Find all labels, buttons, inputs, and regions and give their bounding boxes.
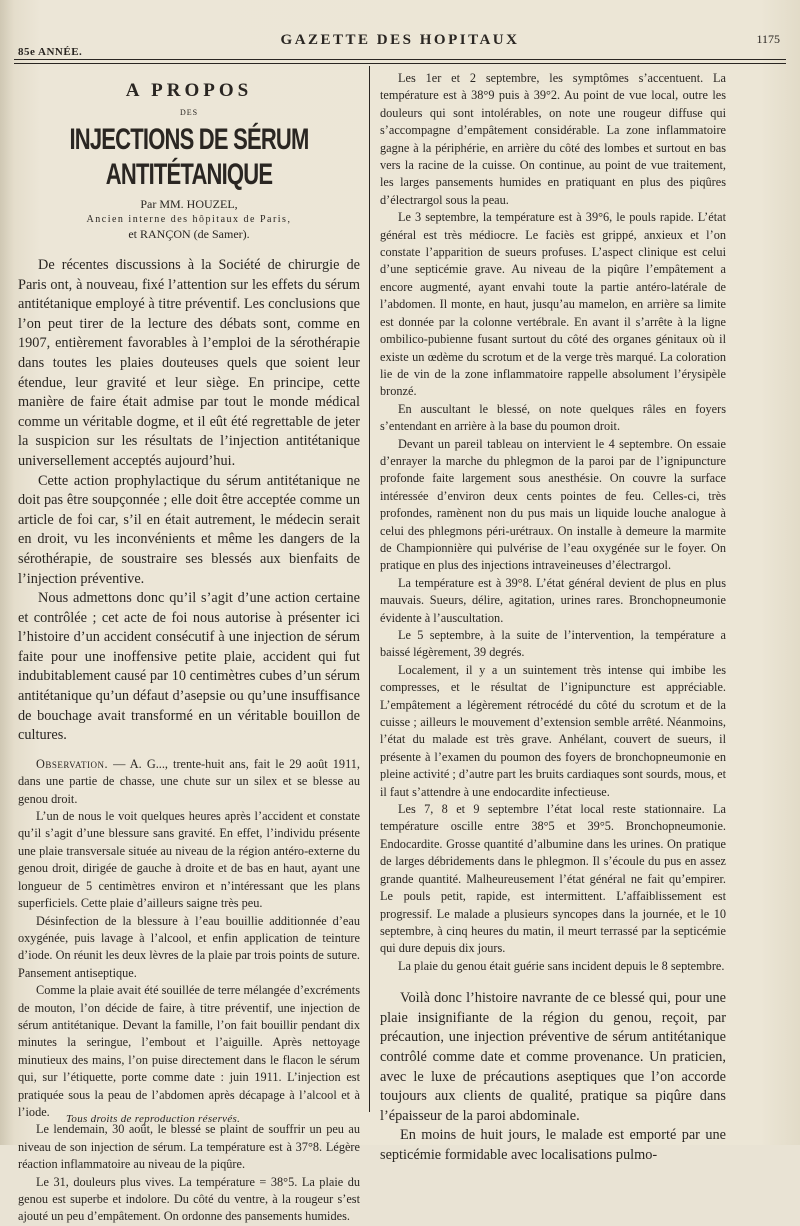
case-paragraph: Le 5 septembre, à la suite de l’intervention, la température a baissé légèrement, 39 degrés. [380, 628, 726, 660]
discussion-paragraph: En moins de huit jours, le malade est emporté par une septicémie formidable avec localisations pulmo- [380, 1127, 726, 1163]
volume-year: 85e ANNÉE. [18, 46, 83, 58]
page-header [14, 30, 786, 58]
case-paragraph: Le lendemain, 30 août, le blessé se plaint de souffrir un peu au niveau de son injection de sérum. La température est à 37°8. Légère réaction inflammatoire au niveau de la piqûre. [18, 1122, 360, 1172]
case-paragraph: Désinfection de la blessure à l’eau bouillie additionnée d’eau oxygénée, puis lavage à l’alcool, et enfin application de teinture d’iode. On réunit les deux lèvres de la plaie par trois points de suture. Pansement antiseptique. [18, 913, 360, 980]
discussion-section [380, 989, 726, 1165]
intro-paragraph: Cette action prophylactique du sérum antitétanique ne doit pas être soupçonnée ; elle doit être acceptée comme un article de foi car, s’il en était autrement, le médecin serait en droit, vu les inconvénients et même les dangers de la sérothérapie, de soustraire ses blessés aux bienfaits de l’injection préventive. [18, 472, 360, 587]
case-paragraph: Les 7, 8 et 9 septembre l’état local reste stationnaire. La température oscille entre 38°5 et 39°5. Bronchopneumonie. Endocardite. Grosse quantité d’albumine dans les urines. On pratique de larges débridements dans le phlegmon. Il s’écoule du pus en assez grande quantité. Malheureusement l’état général ne fait qu’empirer. Le pouls petit, rapide, est intermittent. L’affaiblissement est progressif. Le malade a plusieurs syncopes dans la journée, et le 10 septembre, à cinq heures du matin, il meurt terrassé par la septicémie qui dure depuis dix jours. [380, 802, 726, 956]
intro-paragraph: Nous admettons donc qu’il s’agit d’une action certaine et contrôlée ; cet acte de foi nous autorise à présenter ici l’histoire d’un accident consécutif à une injection de sérum faite pour une inoffensive petite plaie, accident qui fut indubitablement causé par 10 centimètres cubes d’un sérum antitétanique qu’un défaut d’asepsie ou qu’une insuffisance de bouchage avait transformé en un véritable bouillon de cultures. [18, 590, 360, 744]
column-divider [369, 66, 370, 1112]
case-paragraph: La plaie du genou était guérie sans incident depuis le 8 septembre. [398, 958, 725, 973]
left-column [18, 70, 360, 1226]
rights-notice: Tous droits de reproduction réservés. [66, 1113, 241, 1125]
author-affiliation: Ancien interne des hôpitaux de Paris, [86, 214, 292, 225]
right-column [380, 70, 726, 1165]
observation-paragraph [18, 756, 360, 808]
case-paragraph: Le 3 septembre, la température est à 39°6, le pouls rapide. L’état général est très médiocre. Le faciès est grippé, anxieux et l’on constate l’apparition de sueurs profuses. L’aspect clinique est celui d’une septicémie grave. Au niveau de la piqûre l’empâtement a encore augmenté, ayant envahi toute la partie antéro-latérale de l’abdomen. Il monte, en haut, jusqu’au mamelon, en arrière sa limite est donnée par la colonne vertébrale. En avant il s’arrête à la ligne ombilico-pubienne fusant surtout du côté des organes génitaux où il existe un œdème du scrotum et de la verge très marqué. La coloration lie de vin de la zone inflammatoire rappelle absolument l’érysipèle bronzé. [380, 210, 726, 399]
header-rule [14, 59, 786, 60]
case-paragraph: En auscultant le blessé, on note quelques râles en foyers s’entendant en arrière à la base du poumon droit. [380, 401, 726, 434]
discussion-paragraph: Voilà donc l’histoire navrante de ce blessé qui, pour une plaie insignifiante de la région du genou, reçoit, par précaution, une injection préventive de sérum antitétanique contrôlé comme date et comme provenance. Un praticien, avec le luxe de précautions aseptiques que l’on accorde toujours aux clients de qualité, pratique sa piqûre dans l’épaisseur de la paroi abdominale. [380, 990, 726, 1124]
observation-text: — A. G..., trente-huit ans, fait le 29 août 1911, dans une partie de chasse, une chute sur un silex et se blesse au genou droit. [18, 756, 360, 806]
author-line: Par MM. HOUZEL, [140, 197, 238, 211]
article-title: INJECTIONS DE SÉRUM ANTITÉTANIQUE [69, 121, 309, 191]
case-paragraph: Comme la plaie avait été souillée de terre mélangée d’excréments de mouton, l’on décide de faire, à titre préventif, une injection de sérum antitétanique. Devant la famille, l’on fait bouillir pendant dix minutes la seringue, l’embout et l’aiguille. Après nettoyage minutieux des mains, l’on puise directement dans le flacon le sérum qui, sur l’étiquette, porte comme date : juin 1911. L’injection est pratiquée sous la peau de l’abdomen après décapage à l’alcool et à l’iode. [18, 983, 360, 1119]
coauthor-line: et RANÇON (de Samer). [128, 227, 250, 241]
journal-title: GAZETTE DES HOPITAUX [280, 32, 520, 48]
case-paragraph: La température est à 39°8. L’état général devient de plus en plus mauvais. Sueurs, délire, agitation, urines rares. Bronchopneumonie évidente à l’auscultation. [380, 575, 726, 625]
article-title-prefix: A PROPOS [125, 80, 253, 101]
case-paragraph: Devant un pareil tableau on intervient le 4 septembre. On essaie d’enrayer la marche du phlegmon de la paroi par de l’ignipuncture profonde faite largement sous anesthésie. On couvre la surface intéressée d’environ deux cents pointes de feu. Celles-ci, très profondes, ramènent non du pus mais un liquide louche analogue à celui des phlegmons péri-urétraux. On installe à demeure la marmite de Championnière qui pulvérise de l’eau oxygénée sur le foyer. On pratique en plus des injections intraveineuses d’électrargol. [380, 436, 726, 573]
article-title-connector: DES [179, 108, 199, 117]
case-paragraph: Le 31, douleurs plus vives. La température = 38°5. La plaie du genou est superbe et indolore. Du côté du ventre, à la rougeur s’est ajouté un peu d’empâtement. On ordonne des pansements humides. [18, 1174, 360, 1224]
observation-label: Observation. [36, 756, 109, 771]
case-paragraph: Localement, il y a un suintement très intense qui imbibe les compresses, et le résultat de l’ignipuncture est appréciable. L’empâtement a légèrement rétrocédé du côté du scrotum et de la cuisse ; ailleurs le mouvement d’extension semble arrêté. Néanmoins, l’état du malade est très grave. Anhélant, couvert de sueurs, il présente à l’examen du poumon des foyers de bronchopneumonie en pleine activité ; d’autre part les bruits cardiaques sont sourds, mous, et il faut s’attendre à une endocardite infectieuse. [380, 662, 726, 799]
page-number: 1175 [756, 32, 780, 46]
case-paragraph: L’un de nous le voit quelques heures après l’accident et constate qu’il s’agit d’une blessure sans gravité. En effet, l’individu présente une plaie transversale située au niveau de la région antéro-externe du genou droit, dirigée de gauche à droite et de bas en haut, ayant une longueur de 5 centimètres environ et n’intéressant que les plans superficiels. Cette plaie d’ailleurs saigne très peu. [18, 809, 360, 911]
case-paragraph: Les 1er et 2 septembre, les symptômes s’accentuent. La température est à 38°9 puis à 39°2. Au point de vue local, outre les douleurs qui sont intolérables, on note une rougeur diffuse qui s’accompagne d’empâtement considérable. La zone inflammatoire gagne à la périphérie, en arrière du côté des lombes et surtout en bas vers la racine de la cuisse. On continue, au point de vue traitement, les larges pansements humides en pratiquant en plus des piqûres d’électrargol sous la peau. [380, 71, 726, 207]
intro-paragraph: De récentes discussions à la Société de chirurgie de Paris ont, à nouveau, fixé l’attention sur les effets du sérum antitétanique employé à titre préventif. Les conclusions que l’on peut tirer de la lecture des débats sont, comme en 1907, entièrement favorables à l’emploi de la sérothérapie dans toutes les plaies douteuses quels que soient leur étendue, leur gravité et leur siège. En principe, cette manière de faire était admise par tout le monde médical comme un véritable dogme, et il eût été regrettable de jeter la suspicion sur les résultats de l’injection antitétanique universellement acceptés aujourd’hui. [18, 257, 360, 469]
header-rule-thin [14, 63, 786, 64]
